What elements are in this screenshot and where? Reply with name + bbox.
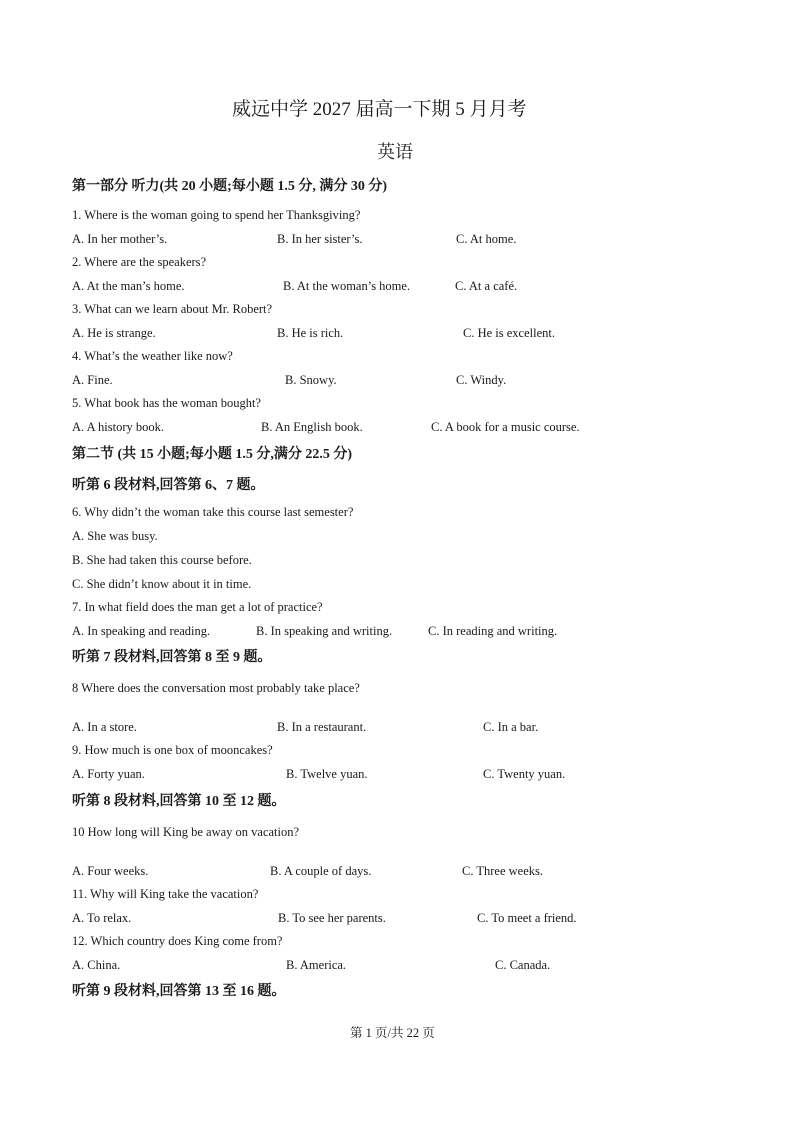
question-10-stem: 10 How long will King be away on vacation?: [72, 825, 300, 839]
question-6-option-c: C. She didn’t know about it in time.: [72, 577, 252, 591]
question-3-option-c: C. He is excellent.: [463, 326, 555, 340]
question-12-option-c: C. Canada.: [495, 958, 551, 972]
question-8-option-c: C. In a bar.: [483, 720, 539, 734]
question-12-option-b: B. America.: [286, 958, 347, 972]
question-6-option-a: A. She was busy.: [72, 529, 158, 543]
question-3-option-a: A. He is strange.: [72, 326, 156, 340]
question-1-stem: 1. Where is the woman going to spend her Thanksgiving?: [72, 208, 361, 222]
question-2-option-c: C. At a café.: [455, 279, 518, 293]
question-1-option-a: A. In her mother’s.: [72, 232, 168, 246]
question-4-stem: 4. What’s the weather like now?: [72, 349, 233, 363]
question-9-option-b: B. Twelve yuan.: [286, 767, 368, 781]
page-number: 第 1 页/共 22 页: [350, 1026, 435, 1040]
question-12-stem: 12. Which country does King come from?: [72, 934, 283, 948]
question-11-option-a: A. To relax.: [72, 911, 132, 925]
question-11-option-b: B. To see her parents.: [278, 911, 386, 925]
question-1-option-c: C. At home.: [456, 232, 517, 246]
question-11-stem: 11. Why will King take the vacation?: [72, 887, 259, 901]
question-3-option-b: B. He is rich.: [277, 326, 344, 340]
question-6-option-b: B. She had taken this course before.: [72, 553, 252, 567]
question-8-option-b: B. In a restaurant.: [277, 720, 367, 734]
question-9-option-a: A. Forty yuan.: [72, 767, 145, 781]
question-2-option-a: A. At the man’s home.: [72, 279, 185, 293]
question-4-option-c: C. Windy.: [456, 373, 507, 387]
question-8-option-a: A. In a store.: [72, 720, 137, 734]
exam-title: 威远中学 2027 届高一下期 5 月月考: [232, 99, 527, 120]
material-8-heading: 听第 8 段材料,回答第 10 至 12 题。: [72, 794, 286, 809]
question-1-option-b: B. In her sister’s.: [277, 232, 363, 246]
section2-heading: 第二节 (共 15 小题;每小题 1.5 分,满分 22.5 分): [72, 447, 352, 462]
part1-heading: 第一部分 听力(共 20 小题;每小题 1.5 分, 满分 30 分): [72, 179, 387, 194]
question-12-option-a: A. China.: [72, 958, 121, 972]
question-7-option-c: C. In reading and writing.: [428, 624, 558, 638]
question-5-option-a: A. A history book.: [72, 420, 165, 434]
question-5-stem: 5. What book has the woman bought?: [72, 396, 261, 410]
material-9-heading: 听第 9 段材料,回答第 13 至 16 题。: [72, 984, 286, 999]
material-7-heading: 听第 7 段材料,回答第 8 至 9 题。: [72, 650, 272, 665]
question-3-stem: 3. What can we learn about Mr. Robert?: [72, 302, 273, 316]
question-10-option-a: A. Four weeks.: [72, 864, 149, 878]
question-7-option-b: B. In speaking and writing.: [256, 624, 393, 638]
question-4-option-a: A. Fine.: [72, 373, 113, 387]
question-11-option-c: C. To meet a friend.: [477, 911, 577, 925]
question-7-option-a: A. In speaking and reading.: [72, 624, 211, 638]
question-2-option-b: B. At the woman’s home.: [283, 279, 411, 293]
question-8-stem: 8 Where does the conversation most probably take place?: [72, 681, 360, 695]
question-5-option-b: B. An English book.: [261, 420, 363, 434]
material-6-heading: 听第 6 段材料,回答第 6、7 题。: [72, 478, 265, 493]
question-7-stem: 7. In what field does the man get a lot of practice?: [72, 600, 323, 614]
question-9-option-c: C. Twenty yuan.: [483, 767, 566, 781]
question-6-stem: 6. Why didn’t the woman take this course last semester?: [72, 505, 354, 519]
question-5-option-c: C. A book for a music course.: [431, 420, 580, 434]
question-4-option-b: B. Snowy.: [285, 373, 337, 387]
question-2-stem: 2. Where are the speakers?: [72, 255, 207, 269]
question-10-option-c: C. Three weeks.: [462, 864, 543, 878]
question-9-stem: 9. How much is one box of mooncakes?: [72, 743, 273, 757]
question-10-option-b: B. A couple of days.: [270, 864, 372, 878]
subject-title: 英语: [377, 142, 413, 162]
